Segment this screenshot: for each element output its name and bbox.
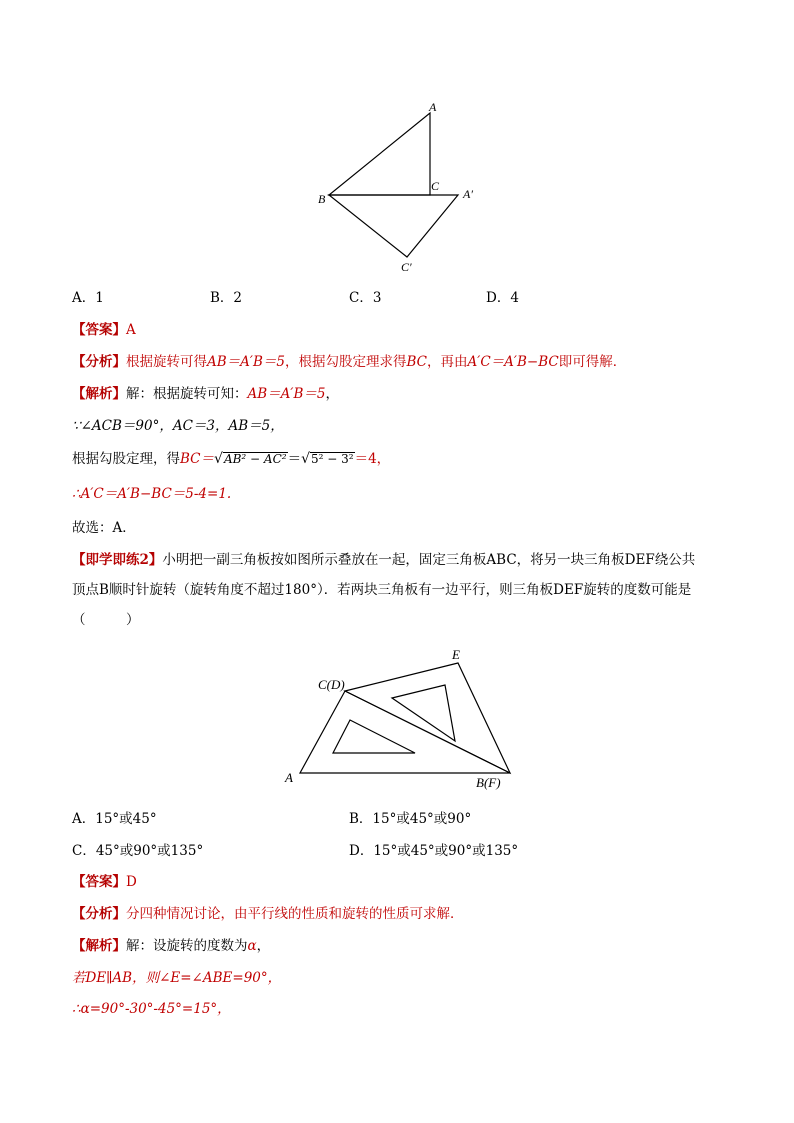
- sqrt-5-3: 5² − 3²: [311, 452, 354, 466]
- q2-question-line-2: 顶点B顺时针旋转（旋转角度不超过180°）．若两块三角板有一边平行，则三角板DEF旋转的度数可能是: [72, 582, 692, 598]
- q1-option-b[interactable]: B．2: [210, 290, 243, 306]
- label-e: E: [452, 647, 460, 662]
- q2-option-d[interactable]: D．15°或45°或90°或135°: [349, 843, 519, 859]
- q1-solution-line-2: ∵∠ACB＝90°，AC＝3，AB＝5，: [72, 418, 284, 434]
- label-b-f: B(F): [476, 775, 501, 790]
- triangle-abc: [329, 113, 430, 195]
- q1-option-a[interactable]: A．1: [72, 290, 104, 306]
- q1-solution-line-3: 根据勾股定理，得BC＝√AB² − AC²＝√5² − 3²＝4，: [72, 451, 391, 467]
- sqrt-ab-ac: AB² − AC²: [223, 452, 287, 466]
- label-a: A: [285, 770, 293, 785]
- q2-solution-line-3: ∴α=90°-30°-45°=15°，: [72, 1001, 231, 1017]
- q1-choose-line: 故选：A．: [72, 520, 136, 536]
- triangle-boards-figure: [280, 645, 530, 795]
- triangle-a-prime-b-c-prime: [329, 195, 458, 257]
- q2-solution-line-2: 若DE∥AB，则∠E=∠ABE=90°，: [72, 970, 282, 986]
- q2-option-b[interactable]: B．15°或45°或90°: [349, 811, 472, 827]
- q1-analysis-line: 【分析】根据旋转可得AB＝A′B＝5，根据勾股定理求得BC，再由A′C＝A′B−BC即可得解．: [72, 354, 627, 370]
- rotation-figure-1: [300, 95, 500, 275]
- q2-answer-line: 【答案】D: [72, 874, 137, 890]
- q1-solution-line-1: 【解析】解：根据旋转可知：AB＝A′B＝5，: [72, 386, 339, 402]
- q2-option-a[interactable]: A．15°或45°: [72, 811, 157, 827]
- q1-option-c[interactable]: C．3: [349, 290, 382, 306]
- label-b: B: [318, 192, 326, 206]
- triangle-def: [345, 663, 510, 773]
- q2-analysis-line: 【分析】分四种情况讨论，由平行线的性质和旋转的性质可求解．: [72, 906, 464, 922]
- label-c-prime: C′: [401, 260, 412, 274]
- triangle-abc-board: [300, 691, 510, 773]
- q1-solution-line-4: ∴A′C＝A′B−BC＝5-4=1.: [72, 486, 232, 502]
- triangle-def-inner: [392, 685, 455, 741]
- label-a: A: [429, 100, 437, 114]
- label-c: C: [431, 179, 440, 193]
- triangle-abc-inner: [333, 720, 415, 753]
- q2-question-line-3: （ ）: [72, 612, 140, 628]
- label-c-d: C(D): [318, 677, 345, 692]
- q2-option-c[interactable]: C．45°或90°或135°: [72, 843, 204, 859]
- q2-question-line-1: 【即学即练2】小明把一副三角板按如图所示叠放在一起，固定三角板ABC，将另一块三角板DEF绕公共: [72, 552, 696, 568]
- q1-answer-line: 【答案】A: [72, 322, 136, 338]
- label-a-prime: A′: [463, 187, 473, 201]
- q2-solution-line-1: 【解析】解：设旋转的度数为α，: [72, 938, 271, 954]
- q1-option-d[interactable]: D．4: [486, 290, 519, 306]
